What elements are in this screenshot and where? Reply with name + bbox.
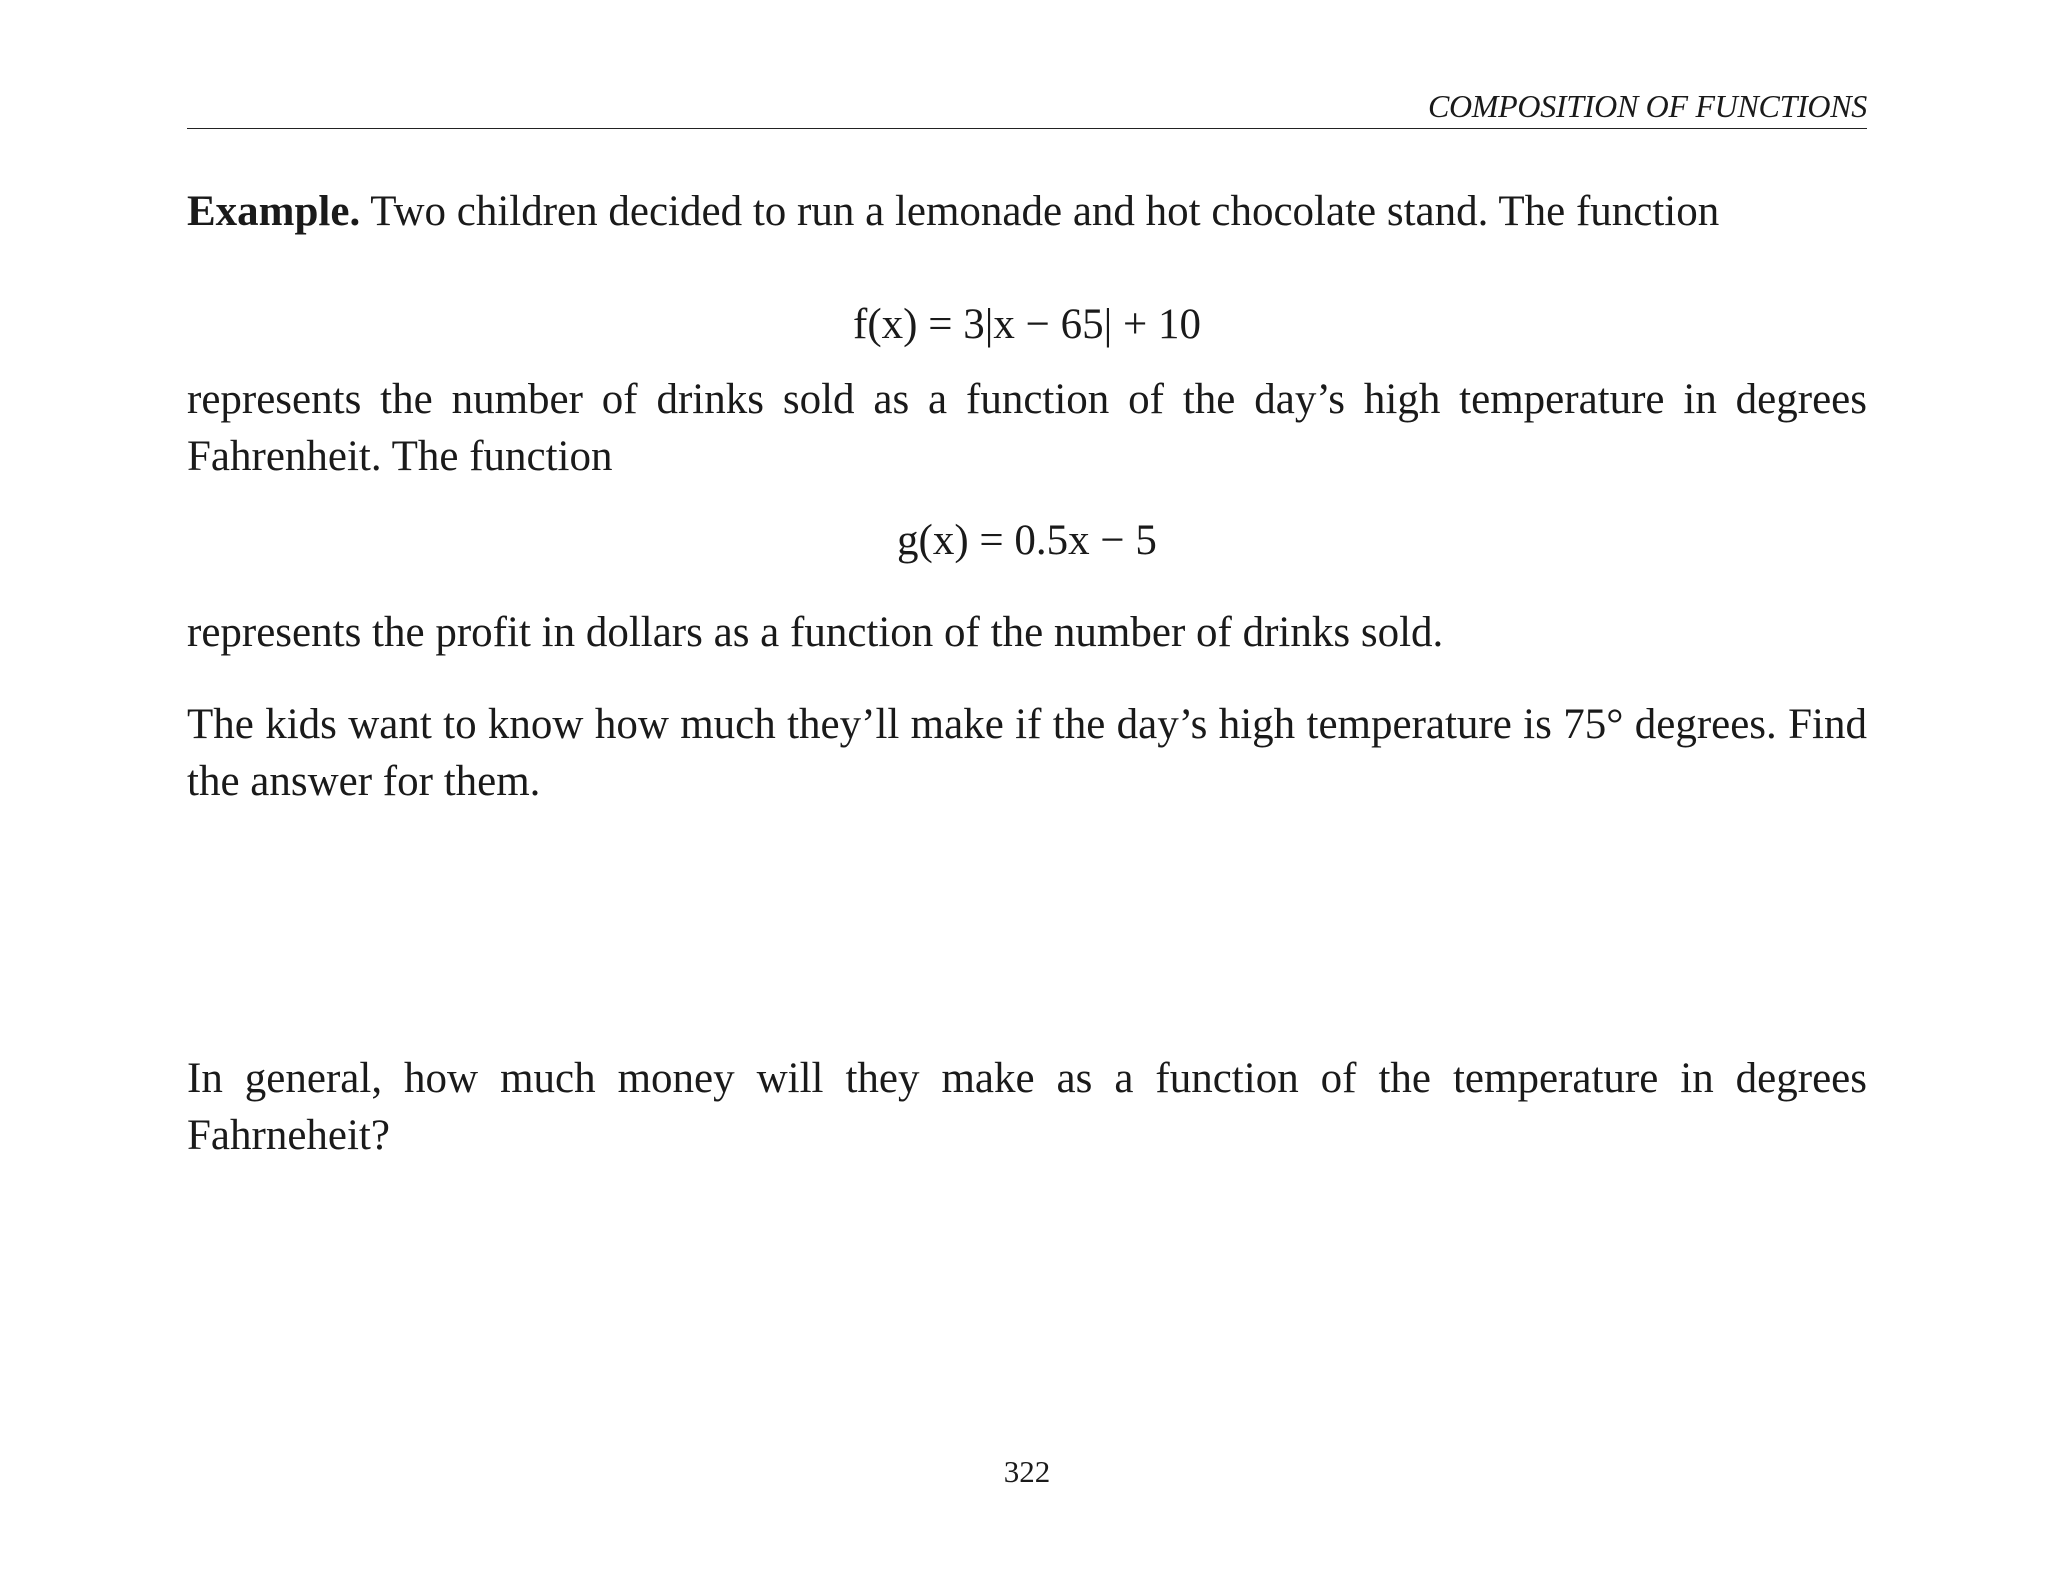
f-description-paragraph: represents the number of drinks sold as a function of the day’s high temperature in degrees Fahrenheit. The function	[187, 376, 1867, 480]
equation-g: g(x) = 0.5x − 5	[897, 517, 1157, 564]
equation-f: f(x) = 3|x − 65| + 10	[853, 301, 1201, 348]
example-label: Example.	[187, 188, 361, 235]
example-intro-paragraph	[187, 183, 1867, 240]
page-number: 322	[1003, 1454, 1051, 1489]
g-description-paragraph: represents the profit in dollars as a function of the number of drinks sold.	[187, 609, 1444, 656]
running-header: COMPOSITION OF FUNCTIONS	[1427, 88, 1867, 124]
example-intro-text: Two children decided to run a lemonade and hot chocolate stand. The function	[370, 188, 1720, 235]
question-one: The kids want to know how much they’ll make if the day’s high temperature is 75° degrees. Find the answer for them.	[187, 701, 1867, 805]
header-rule	[187, 128, 1867, 129]
question-two: In general, how much money will they make as a function of the temperature in degrees Fahrneheit?	[187, 1055, 1867, 1159]
